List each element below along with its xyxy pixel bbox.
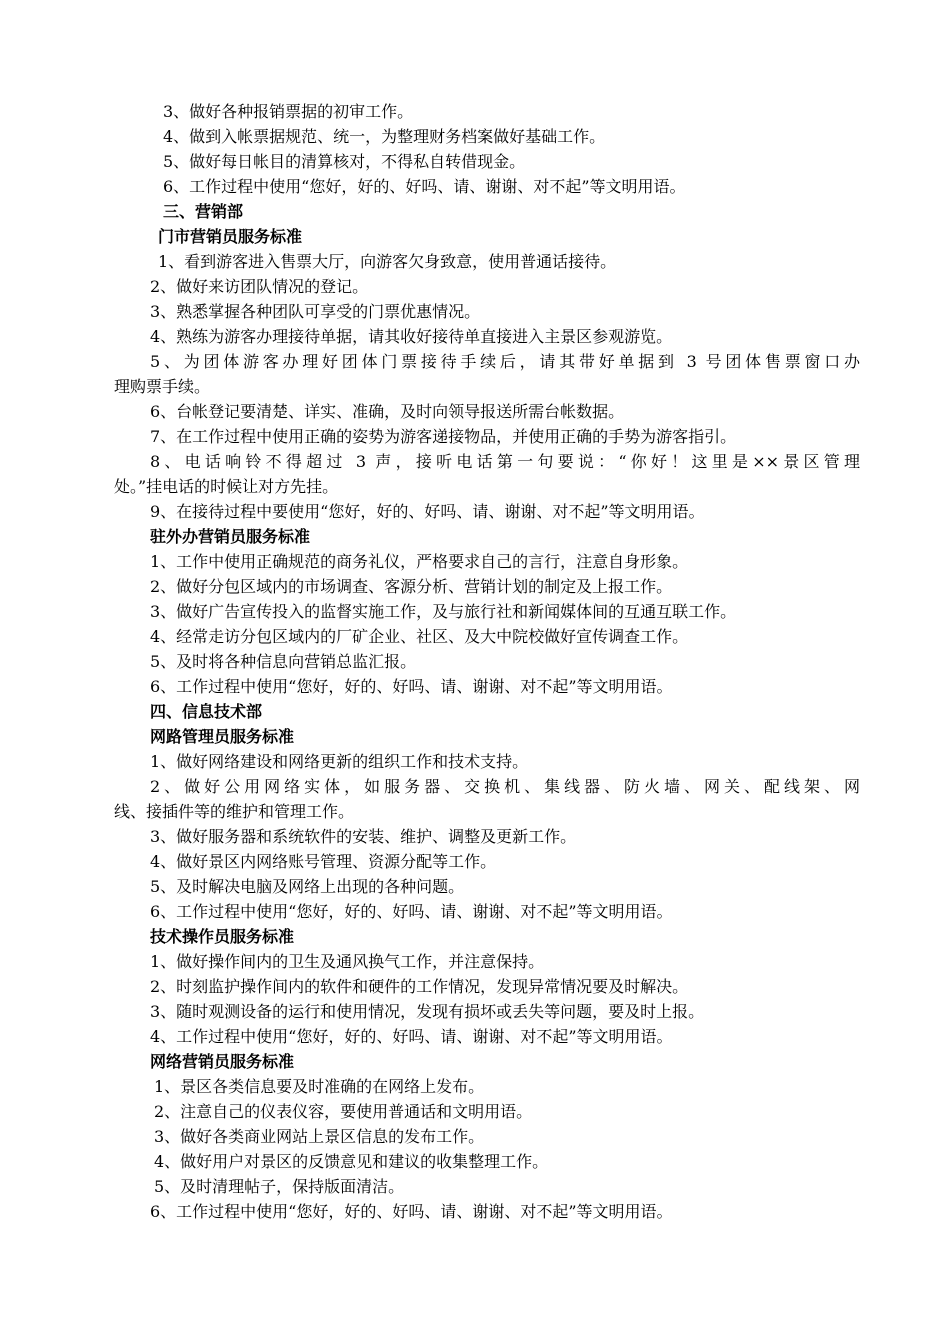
text-line: 7、在工作过程中使用正确的姿势为游客递接物品，并使用正确的手势为游客指引。 (150, 427, 737, 446)
text-line: 3、做好服务器和系统软件的安装、维护、调整及更新工作。 (150, 827, 577, 846)
subsection-heading: 驻外办营销员服务标准 (150, 527, 311, 546)
subsection-heading: 技术操作员服务标准 (150, 927, 295, 946)
text-line: 6、工作过程中使用“您好，好的、好吗、请、谢谢、对不起”等文明用语。 (150, 1202, 673, 1221)
text-line: 1、做好网络建设和网络更新的组织工作和技术支持。 (150, 752, 529, 771)
text-line: 4、经常走访分包区域内的厂矿企业、社区、及大中院校做好宣传调查工作。 (150, 627, 689, 646)
text-line: 8、电话响铃不得超过 3 声，接听电话第一句要说：“你好！这里是××景区管理 (150, 452, 860, 471)
text-line: 3、做好广告宣传投入的监督实施工作，及与旅行社和新闻媒体间的互通互联工作。 (150, 602, 737, 621)
text-line: 4、做好用户对景区的反馈意见和建议的收集整理工作。 (154, 1152, 549, 1171)
text-line: 处。”挂电话的时候让对方先挂。 (114, 477, 339, 496)
text-line: 6、工作过程中使用“您好，好的、好吗、请、谢谢、对不起”等文明用语。 (150, 677, 673, 696)
text-line: 3、做好各类商业网站上景区信息的发布工作。 (154, 1127, 485, 1146)
text-line: 3、熟悉掌握各种团队可享受的门票优惠情况。 (150, 302, 481, 321)
text-line: 2、注意自己的仪表仪容，要使用普通话和文明用语。 (154, 1102, 533, 1121)
text-line: 1、看到游客进入售票大厅，向游客欠身致意，使用普通话接待。 (158, 252, 617, 271)
text-line: 2、做好分包区域内的市场调查、客源分析、营销计划的制定及上报工作。 (150, 577, 673, 596)
text-line: 5、及时解决电脑及网络上出现的各种问题。 (150, 877, 465, 896)
text-line: 1、景区各类信息要及时准确的在网络上发布。 (154, 1077, 485, 1096)
section-heading: 四、信息技术部 (150, 702, 263, 721)
text-line: 4、熟练为游客办理接待单据，请其收好接待单直接进入主景区参观游览。 (150, 327, 673, 346)
text-line: 6、工作过程中使用“您好，好的、好吗、请、谢谢、对不起”等文明用语。 (163, 177, 686, 196)
text-line: 3、做好各种报销票据的初审工作。 (163, 102, 414, 121)
subsection-heading: 网路管理员服务标准 (150, 727, 295, 746)
text-line: 6、台帐登记要清楚、详实、准确，及时向领导报送所需台帐数据。 (150, 402, 625, 421)
text-line: 2、做好来访团队情况的登记。 (150, 277, 369, 296)
text-line: 2、时刻监护操作间内的软件和硬件的工作情况，发现异常情况要及时解决。 (150, 977, 689, 996)
text-line: 1、工作中使用正确规范的商务礼仪，严格要求自己的言行，注意自身形象。 (150, 552, 689, 571)
text-line: 6、工作过程中使用“您好，好的、好吗、请、谢谢、对不起”等文明用语。 (150, 902, 673, 921)
text-line: 5、为团体游客办理好团体门票接待手续后，请其带好单据到 3 号团体售票窗口办 (150, 352, 860, 371)
text-line: 4、工作过程中使用“您好，好的、好吗、请、谢谢、对不起”等文明用语。 (150, 1027, 673, 1046)
text-line: 3、随时观测设备的运行和使用情况，发现有损坏或丢失等问题，要及时上报。 (150, 1002, 705, 1021)
subsection-heading: 网络营销员服务标准 (150, 1052, 295, 1071)
text-line: 5、及时将各种信息向营销总监汇报。 (150, 652, 417, 671)
text-line: 理购票手续。 (114, 377, 211, 396)
text-line: 1、做好操作间内的卫生及通风换气工作，并注意保持。 (150, 952, 545, 971)
text-line: 5、及时清理帖子，保持版面清洁。 (154, 1177, 405, 1196)
text-line: 4、做好景区内网络账号管理、资源分配等工作。 (150, 852, 497, 871)
subsection-heading: 门市营销员服务标准 (158, 227, 303, 246)
text-line: 2、做好公用网络实体，如服务器、交换机、集线器、防火墙、网关、配线架、网 (150, 777, 860, 796)
text-line: 4、做到入帐票据规范、统一，为整理财务档案做好基础工作。 (163, 127, 606, 146)
text-line: 5、做好每日帐目的清算核对，不得私自转借现金。 (163, 152, 526, 171)
section-heading: 三、营销部 (163, 202, 244, 221)
text-line: 线、接插件等的维护和管理工作。 (114, 802, 355, 821)
text-line: 9、在接待过程中要使用“您好，好的、好吗、请、谢谢、对不起”等文明用语。 (150, 502, 705, 521)
